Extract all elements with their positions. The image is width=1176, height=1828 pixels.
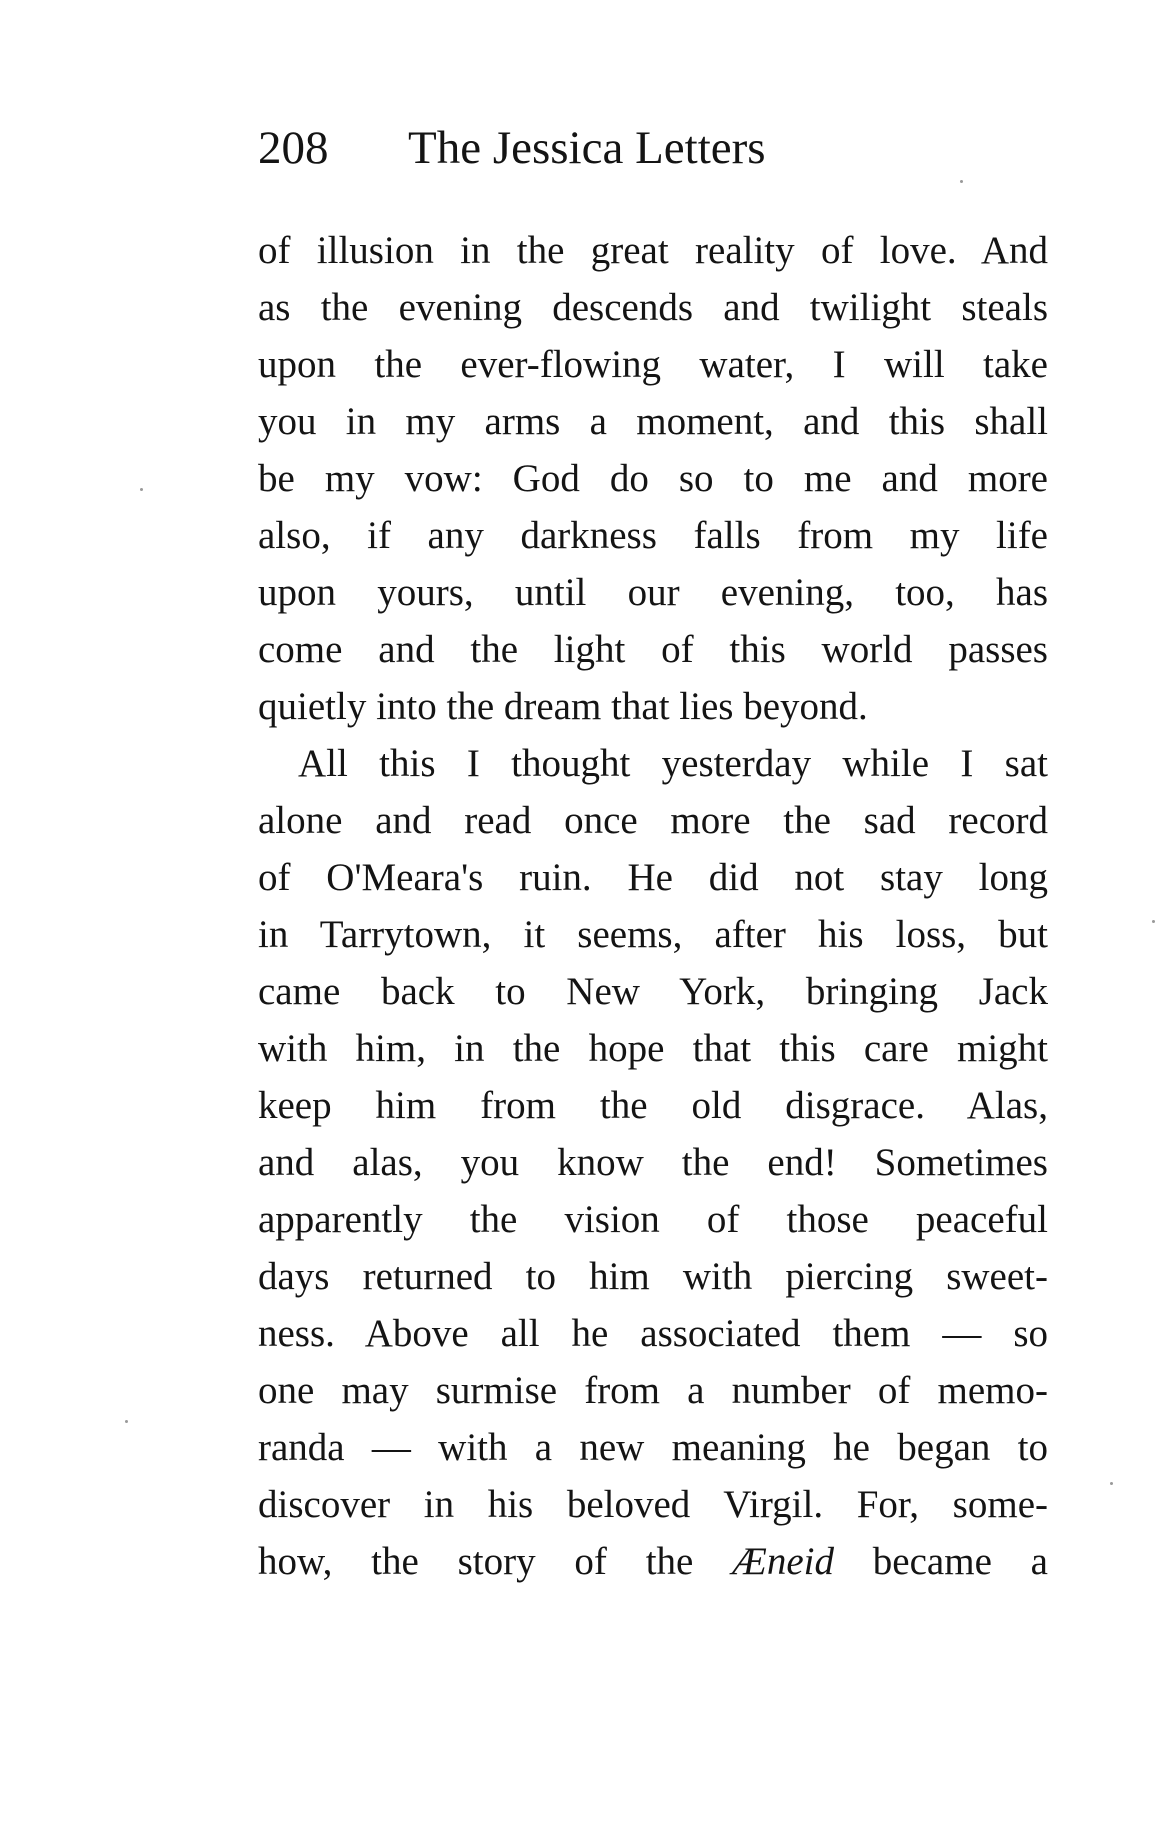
text-line: discover in his beloved Virgil. For, some- — [258, 1483, 1048, 1526]
text-line: of illusion in the great reality of love. And — [258, 229, 1048, 272]
text-segment: became a — [834, 1540, 1048, 1583]
scan-speck — [140, 488, 143, 491]
text-line: came back to New York, bringing Jack — [258, 970, 1048, 1013]
text-line: with him, in the hope that this care might — [258, 1027, 1048, 1070]
text-line: keep him from the old disgrace. Alas, — [258, 1084, 1048, 1127]
text-line: you in my arms a moment, and this shall — [258, 400, 1048, 443]
text-line: quietly into the dream that lies beyond. — [258, 685, 868, 728]
text-line: be my vow: God do so to me and more — [258, 457, 1048, 500]
text-line: upon yours, until our evening, too, has — [258, 571, 1048, 614]
text-line: in Tarrytown, it seems, after his loss, but — [258, 913, 1048, 956]
text-line: alone and read once more the sad record — [258, 799, 1048, 842]
text-line: also, if any darkness falls from my life — [258, 514, 1048, 557]
scan-speck — [1110, 1482, 1113, 1485]
text-line-with-italic — [258, 1533, 1048, 1590]
text-line: randa — with a new meaning he began to — [258, 1426, 1048, 1469]
text-line: one may surmise from a number of memo- — [258, 1369, 1048, 1412]
text-line: days returned to him with piercing sweet- — [258, 1255, 1048, 1298]
book-title: The Jessica Letters — [408, 122, 766, 174]
text-segment: how, the story of the — [258, 1540, 733, 1583]
text-line: come and the light of this world passes — [258, 628, 1048, 671]
text-line: apparently the vision of those peaceful — [258, 1198, 1048, 1241]
text-line: ness. Above all he associated them — so — [258, 1312, 1048, 1355]
text-line: and alas, you know the end! Sometimes — [258, 1141, 1048, 1184]
scan-speck — [960, 180, 963, 183]
text-line: of O'Meara's ruin. He did not stay long — [258, 856, 1048, 899]
scan-speck — [1152, 920, 1155, 923]
italic-title-aeneid: Æneid — [732, 1540, 834, 1583]
text-line: upon the ever-flowing water, I will take — [258, 343, 1048, 386]
body-text — [258, 222, 1048, 1590]
scan-speck — [125, 1420, 128, 1423]
text-line: All this I thought yesterday while I sat — [298, 742, 1048, 785]
running-head — [258, 118, 918, 178]
text-line: as the evening descends and twilight steals — [258, 286, 1048, 329]
page-number: 208 — [258, 122, 329, 174]
